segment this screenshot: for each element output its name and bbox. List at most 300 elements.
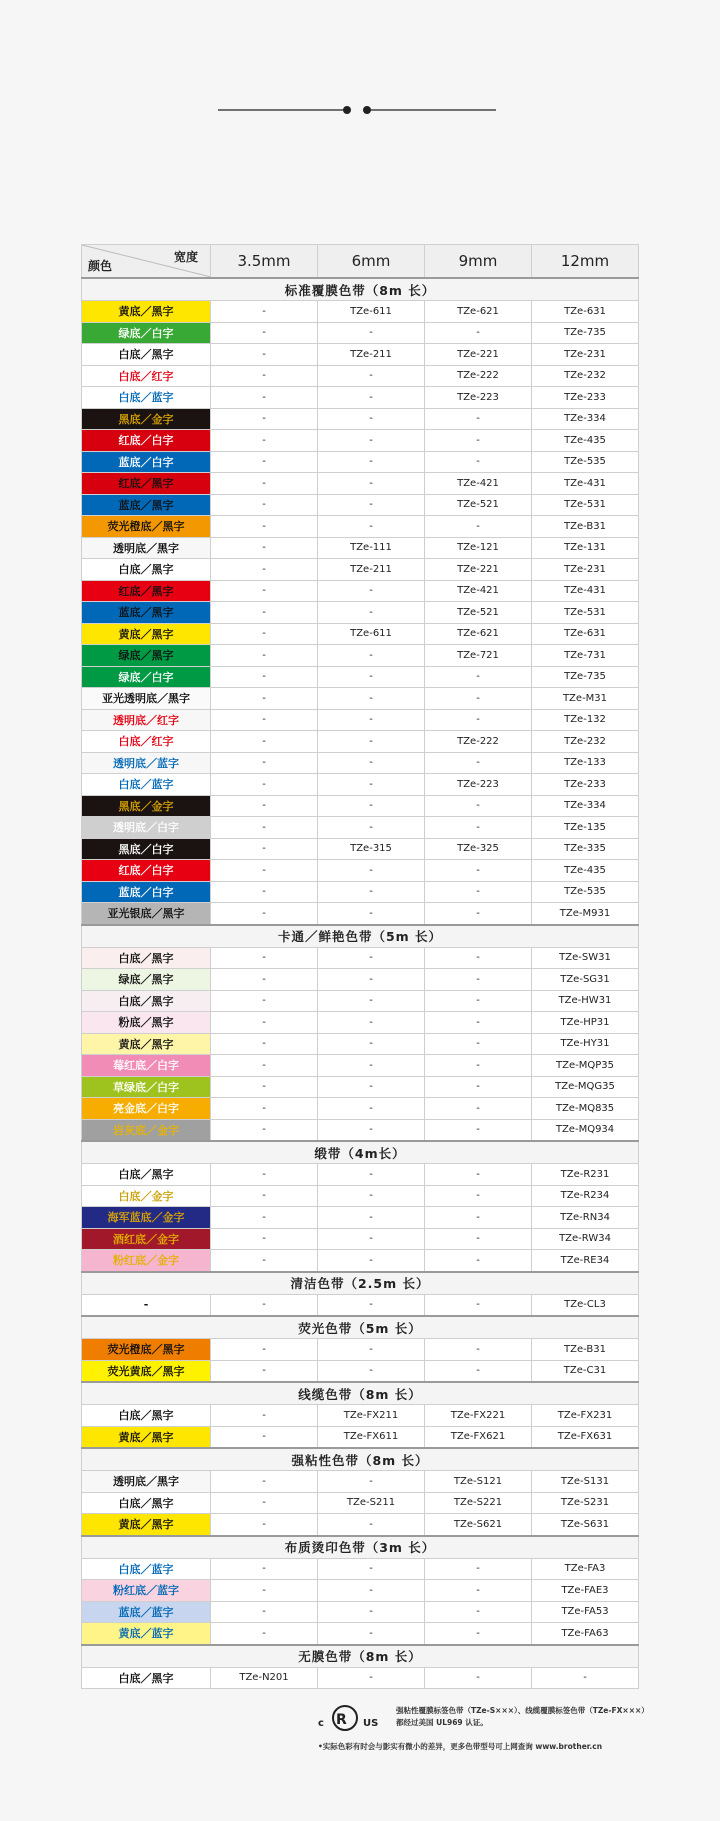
model-cell: -: [318, 709, 425, 731]
model-cell: -: [318, 1558, 425, 1580]
color-label-cell: 白底／黑字: [82, 559, 211, 581]
model-cell: -: [318, 473, 425, 495]
model-cell: -: [425, 795, 532, 817]
model-cell: -: [425, 688, 532, 710]
model-cell: TZe-FAE3: [532, 1580, 639, 1602]
model-cell: -: [211, 969, 318, 991]
tape-row: [82, 947, 639, 969]
model-cell: -: [211, 881, 318, 903]
model-cell: -: [211, 1294, 318, 1316]
tape-row: [82, 1405, 639, 1427]
model-cell: -: [211, 1033, 318, 1055]
model-cell: -: [211, 709, 318, 731]
model-cell: -: [318, 1012, 425, 1034]
header-col-3.5mm: 3.5mm: [211, 245, 318, 279]
model-cell: -: [425, 817, 532, 839]
model-cell: -: [211, 1207, 318, 1229]
tape-row: [82, 817, 639, 839]
model-cell: TZe-132: [532, 709, 639, 731]
color-label-cell: 白底／黑字: [82, 1667, 211, 1689]
model-cell: TZe-B31: [532, 1339, 639, 1361]
model-cell: -: [211, 301, 318, 323]
model-cell: -: [425, 1601, 532, 1623]
model-cell: TZe-334: [532, 795, 639, 817]
header-col-9mm: 9mm: [425, 245, 532, 279]
color-label-cell: 绿底／黑字: [82, 969, 211, 991]
model-cell: TZe-FX621: [425, 1426, 532, 1448]
color-label-cell: 黄底／黑字: [82, 1426, 211, 1448]
color-label-cell: 白底／黑字: [82, 344, 211, 366]
model-cell: -: [318, 494, 425, 516]
section-title: 卡通／鲜艳色带（5m 长）: [82, 925, 639, 948]
color-label-cell: 白底／金字: [82, 1185, 211, 1207]
model-cell: -: [425, 1294, 532, 1316]
tape-row: [82, 666, 639, 688]
color-disclaimer: •实际色彩有时会与影实有微小的差异，更多色带型号可上网查询 www.brother.cn: [318, 1742, 603, 1751]
tape-row: [82, 1580, 639, 1602]
section-title: 标准覆膜色带（8m 长）: [82, 278, 639, 301]
model-cell: TZe-231: [532, 344, 639, 366]
section-title-row: [82, 1141, 639, 1164]
model-cell: -: [425, 947, 532, 969]
model-cell: TZe-335: [532, 838, 639, 860]
section-title-row: [82, 1316, 639, 1339]
tape-row: [82, 1471, 639, 1493]
tape-row: [82, 387, 639, 409]
model-cell: TZe-621: [425, 301, 532, 323]
model-cell: -: [425, 1339, 532, 1361]
model-cell: TZe-FX221: [425, 1405, 532, 1427]
model-cell: -: [211, 947, 318, 969]
model-cell: TZe-222: [425, 731, 532, 753]
model-cell: -: [211, 602, 318, 624]
tape-row: [82, 881, 639, 903]
tape-row: [82, 969, 639, 991]
model-cell: -: [425, 430, 532, 452]
model-cell: -: [211, 516, 318, 538]
model-cell: TZe-735: [532, 666, 639, 688]
tape-row: [82, 1294, 639, 1316]
color-label-cell: 粉底／黑字: [82, 1012, 211, 1034]
model-cell: -: [211, 903, 318, 925]
model-cell: TZe-611: [318, 301, 425, 323]
model-cell: -: [211, 1492, 318, 1514]
color-label-cell: 海军蓝底／金字: [82, 1207, 211, 1229]
model-cell: TZe-CL3: [532, 1294, 639, 1316]
header-col-6mm: 6mm: [318, 245, 425, 279]
model-cell: TZe-FX611: [318, 1426, 425, 1448]
cru-us-text: US: [363, 1718, 379, 1729]
tape-row: [82, 990, 639, 1012]
model-cell: -: [425, 1558, 532, 1580]
model-cell: -: [318, 408, 425, 430]
model-cell: -: [211, 1339, 318, 1361]
tape-row: [82, 752, 639, 774]
tape-row: [82, 1426, 639, 1448]
tape-row: [82, 1601, 639, 1623]
decorative-divider: [218, 100, 498, 120]
tape-row: [82, 1339, 639, 1361]
model-cell: -: [318, 1601, 425, 1623]
model-cell: -: [425, 860, 532, 882]
model-cell: -: [211, 1601, 318, 1623]
model-cell: -: [318, 1667, 425, 1689]
color-label-cell: 透明底／白字: [82, 817, 211, 839]
color-label-cell: 草绿底／白字: [82, 1076, 211, 1098]
model-cell: TZe-435: [532, 860, 639, 882]
color-label-cell: 亚光银底／黑字: [82, 903, 211, 925]
model-cell: -: [211, 451, 318, 473]
model-cell: -: [318, 322, 425, 344]
model-cell: TZe-521: [425, 494, 532, 516]
model-cell: -: [318, 1055, 425, 1077]
model-cell: -: [425, 881, 532, 903]
tape-row: [82, 623, 639, 645]
tape-row: [82, 645, 639, 667]
color-label-cell: 透明底／蓝字: [82, 752, 211, 774]
model-cell: -: [318, 731, 425, 753]
color-label-cell: 白底／黑字: [82, 990, 211, 1012]
tape-row: [82, 1558, 639, 1580]
model-cell: -: [211, 1098, 318, 1120]
tape-row: [82, 365, 639, 387]
model-cell: -: [211, 559, 318, 581]
model-cell: TZe-232: [532, 365, 639, 387]
tape-row: [82, 1119, 639, 1141]
model-cell: TZe-RN34: [532, 1207, 639, 1229]
model-cell: -: [211, 1055, 318, 1077]
model-cell: -: [211, 795, 318, 817]
color-label-cell: 黑底／金字: [82, 408, 211, 430]
section-title: 布质烫印色带（3m 长）: [82, 1536, 639, 1559]
model-cell: TZe-RE34: [532, 1250, 639, 1272]
tape-spec-table: [81, 244, 639, 1689]
model-cell: TZe-MQG35: [532, 1076, 639, 1098]
model-cell: -: [211, 645, 318, 667]
model-cell: -: [318, 688, 425, 710]
model-cell: -: [318, 1580, 425, 1602]
model-cell: TZe-233: [532, 387, 639, 409]
model-cell: -: [425, 1033, 532, 1055]
tape-row: [82, 838, 639, 860]
model-cell: -: [425, 903, 532, 925]
section-title-row: [82, 278, 639, 301]
tape-row: [82, 1228, 639, 1250]
model-cell: TZe-HW31: [532, 990, 639, 1012]
model-cell: TZe-221: [425, 344, 532, 366]
tape-row: [82, 516, 639, 538]
model-cell: TZe-211: [318, 559, 425, 581]
model-cell: -: [211, 838, 318, 860]
model-cell: TZe-S631: [532, 1514, 639, 1536]
model-cell: -: [318, 430, 425, 452]
section-title-row: [82, 1536, 639, 1559]
color-label-cell: 蓝底／蓝字: [82, 1601, 211, 1623]
color-label-cell: 蓝底／白字: [82, 451, 211, 473]
model-cell: -: [318, 881, 425, 903]
model-cell: TZe-531: [532, 494, 639, 516]
color-label-cell: 白底／蓝字: [82, 774, 211, 796]
color-label-cell: 莓红底／白字: [82, 1055, 211, 1077]
svg-text:R: R: [336, 1712, 347, 1728]
model-cell: -: [318, 969, 425, 991]
tape-row: [82, 1098, 639, 1120]
model-cell: -: [425, 1185, 532, 1207]
color-label-cell: 红底／黑字: [82, 473, 211, 495]
color-label-cell: 红底／黑字: [82, 580, 211, 602]
color-label-cell: 亚光透明底／黑字: [82, 688, 211, 710]
tape-row: [82, 537, 639, 559]
model-cell: -: [211, 666, 318, 688]
model-cell: -: [318, 387, 425, 409]
model-cell: TZe-531: [532, 602, 639, 624]
tape-row: [82, 301, 639, 323]
model-cell: -: [211, 1012, 318, 1034]
section-title-row: [82, 925, 639, 948]
section-title-row: [82, 1382, 639, 1405]
model-cell: -: [211, 344, 318, 366]
model-cell: TZe-S231: [532, 1492, 639, 1514]
model-cell: -: [211, 1471, 318, 1493]
model-cell: TZe-223: [425, 774, 532, 796]
model-cell: TZe-RW34: [532, 1228, 639, 1250]
model-cell: -: [211, 1119, 318, 1141]
color-label-cell: 白底／黑字: [82, 1405, 211, 1427]
model-cell: TZe-135: [532, 817, 639, 839]
model-cell: -: [425, 1580, 532, 1602]
color-label-cell: 荧光黄底／黑字: [82, 1360, 211, 1382]
tape-row: [82, 1207, 639, 1229]
header-corner-cell: [82, 245, 211, 279]
tape-row: [82, 795, 639, 817]
model-cell: TZe-535: [532, 451, 639, 473]
model-cell: TZe-S621: [425, 1514, 532, 1536]
tape-row: [82, 1055, 639, 1077]
tape-row: [82, 494, 639, 516]
tape-row: [82, 731, 639, 753]
model-cell: -: [318, 990, 425, 1012]
model-cell: -: [318, 1207, 425, 1229]
model-cell: -: [211, 1360, 318, 1382]
model-cell: TZe-421: [425, 473, 532, 495]
tape-row: [82, 344, 639, 366]
model-cell: -: [532, 1667, 639, 1689]
model-cell: -: [425, 451, 532, 473]
model-cell: TZe-435: [532, 430, 639, 452]
model-cell: TZe-FA3: [532, 1558, 639, 1580]
model-cell: TZe-B31: [532, 516, 639, 538]
model-cell: -: [211, 408, 318, 430]
color-label-cell: 白底／蓝字: [82, 387, 211, 409]
model-cell: TZe-FX231: [532, 1405, 639, 1427]
model-cell: -: [211, 731, 318, 753]
model-cell: -: [425, 1207, 532, 1229]
section-title-row: [82, 1645, 639, 1668]
color-label-cell: 酒红底／金字: [82, 1228, 211, 1250]
model-cell: TZe-731: [532, 645, 639, 667]
model-cell: -: [425, 516, 532, 538]
model-cell: TZe-535: [532, 881, 639, 903]
model-cell: -: [211, 365, 318, 387]
model-cell: -: [211, 1580, 318, 1602]
model-cell: -: [211, 473, 318, 495]
model-cell: -: [211, 688, 318, 710]
model-cell: -: [211, 1623, 318, 1645]
model-cell: -: [318, 860, 425, 882]
section-title: 无膜色带（8m 长）: [82, 1645, 639, 1668]
model-cell: -: [211, 1514, 318, 1536]
model-cell: TZe-FA53: [532, 1601, 639, 1623]
color-label-cell: 透明底／红字: [82, 709, 211, 731]
model-cell: -: [318, 1250, 425, 1272]
model-cell: -: [318, 666, 425, 688]
model-cell: -: [211, 1076, 318, 1098]
model-cell: TZe-611: [318, 623, 425, 645]
model-cell: TZe-231: [532, 559, 639, 581]
model-cell: TZe-421: [425, 580, 532, 602]
model-cell: -: [211, 1558, 318, 1580]
tape-row: [82, 860, 639, 882]
model-cell: -: [318, 1623, 425, 1645]
tape-row: [82, 451, 639, 473]
model-cell: -: [425, 322, 532, 344]
tape-row: [82, 430, 639, 452]
model-cell: -: [318, 903, 425, 925]
model-cell: -: [318, 645, 425, 667]
model-cell: TZe-FX211: [318, 1405, 425, 1427]
model-cell: -: [425, 1667, 532, 1689]
model-cell: -: [425, 709, 532, 731]
model-cell: TZe-C31: [532, 1360, 639, 1382]
color-label-cell: 白底／蓝字: [82, 1558, 211, 1580]
section-title: 线缆色带（8m 长）: [82, 1382, 639, 1405]
color-label-cell: 蓝底／黑字: [82, 494, 211, 516]
model-cell: TZe-111: [318, 537, 425, 559]
color-label-cell: 白底／红字: [82, 731, 211, 753]
model-cell: TZe-431: [532, 580, 639, 602]
color-label-cell: 黄底／蓝字: [82, 1623, 211, 1645]
model-cell: TZe-FA63: [532, 1623, 639, 1645]
tape-row: [82, 1164, 639, 1186]
model-cell: TZe-223: [425, 387, 532, 409]
color-label-cell: 白底／黑字: [82, 947, 211, 969]
model-cell: -: [318, 1185, 425, 1207]
color-label-cell: 绿底／白字: [82, 666, 211, 688]
model-cell: -: [425, 1250, 532, 1272]
tape-row: [82, 1492, 639, 1514]
model-cell: TZe-M931: [532, 903, 639, 925]
model-cell: TZe-S131: [532, 1471, 639, 1493]
model-cell: TZe-315: [318, 838, 425, 860]
model-cell: -: [425, 1623, 532, 1645]
tape-row: [82, 559, 639, 581]
model-cell: TZe-MQ934: [532, 1119, 639, 1141]
color-label-cell: 白底／黑字: [82, 1492, 211, 1514]
model-cell: -: [211, 860, 318, 882]
color-label-cell: 粉红底／金字: [82, 1250, 211, 1272]
model-cell: -: [425, 990, 532, 1012]
section-title-row: [82, 1272, 639, 1295]
model-cell: -: [318, 1514, 425, 1536]
model-cell: -: [211, 1250, 318, 1272]
model-cell: -: [425, 408, 532, 430]
model-cell: -: [211, 752, 318, 774]
color-label-cell: 黑底／金字: [82, 795, 211, 817]
color-label-cell: 蓝底／黑字: [82, 602, 211, 624]
model-cell: TZe-MQP35: [532, 1055, 639, 1077]
model-cell: -: [211, 322, 318, 344]
color-label-cell: 蓝底／白字: [82, 881, 211, 903]
model-cell: TZe-325: [425, 838, 532, 860]
model-cell: TZe-233: [532, 774, 639, 796]
model-cell: -: [211, 1426, 318, 1448]
tape-row: [82, 1623, 639, 1645]
color-label-cell: 绿底／白字: [82, 322, 211, 344]
model-cell: -: [318, 1164, 425, 1186]
model-cell: -: [425, 1164, 532, 1186]
model-cell: -: [318, 516, 425, 538]
tape-row: [82, 1033, 639, 1055]
model-cell: -: [425, 752, 532, 774]
model-cell: -: [425, 1076, 532, 1098]
color-label-cell: -: [82, 1294, 211, 1316]
model-cell: -: [211, 580, 318, 602]
model-cell: TZe-133: [532, 752, 639, 774]
tape-row: [82, 1667, 639, 1689]
model-cell: -: [318, 1471, 425, 1493]
model-cell: -: [318, 1098, 425, 1120]
color-label-cell: 黄底／黑字: [82, 1514, 211, 1536]
model-cell: -: [318, 1360, 425, 1382]
model-cell: -: [211, 774, 318, 796]
model-cell: -: [318, 1228, 425, 1250]
tape-row: [82, 1250, 639, 1272]
tape-row: [82, 322, 639, 344]
model-cell: -: [211, 494, 318, 516]
model-cell: -: [318, 580, 425, 602]
cru-us-certification-logo: [318, 1702, 390, 1732]
color-label-cell: 透明底／黑字: [82, 537, 211, 559]
model-cell: TZe-S221: [425, 1492, 532, 1514]
model-cell: TZe-HY31: [532, 1033, 639, 1055]
model-cell: -: [318, 774, 425, 796]
model-cell: -: [211, 990, 318, 1012]
model-cell: -: [211, 1228, 318, 1250]
model-cell: TZe-S211: [318, 1492, 425, 1514]
model-cell: TZe-721: [425, 645, 532, 667]
model-cell: TZe-735: [532, 322, 639, 344]
model-cell: -: [211, 623, 318, 645]
tape-row: [82, 903, 639, 925]
color-label-cell: 绿底／黑字: [82, 645, 211, 667]
model-cell: TZe-431: [532, 473, 639, 495]
color-label-cell: 黑底／白字: [82, 838, 211, 860]
color-label-cell: 粉红底／蓝字: [82, 1580, 211, 1602]
tape-row: [82, 709, 639, 731]
header-col-12mm: 12mm: [532, 245, 639, 279]
tape-row: [82, 602, 639, 624]
model-cell: -: [211, 817, 318, 839]
model-cell: -: [211, 1164, 318, 1186]
model-cell: -: [318, 365, 425, 387]
model-cell: -: [318, 1294, 425, 1316]
tape-row: [82, 1360, 639, 1382]
tape-row: [82, 1185, 639, 1207]
model-cell: TZe-521: [425, 602, 532, 624]
model-cell: TZe-232: [532, 731, 639, 753]
color-label-cell: 黄底／黑字: [82, 301, 211, 323]
model-cell: -: [425, 969, 532, 991]
